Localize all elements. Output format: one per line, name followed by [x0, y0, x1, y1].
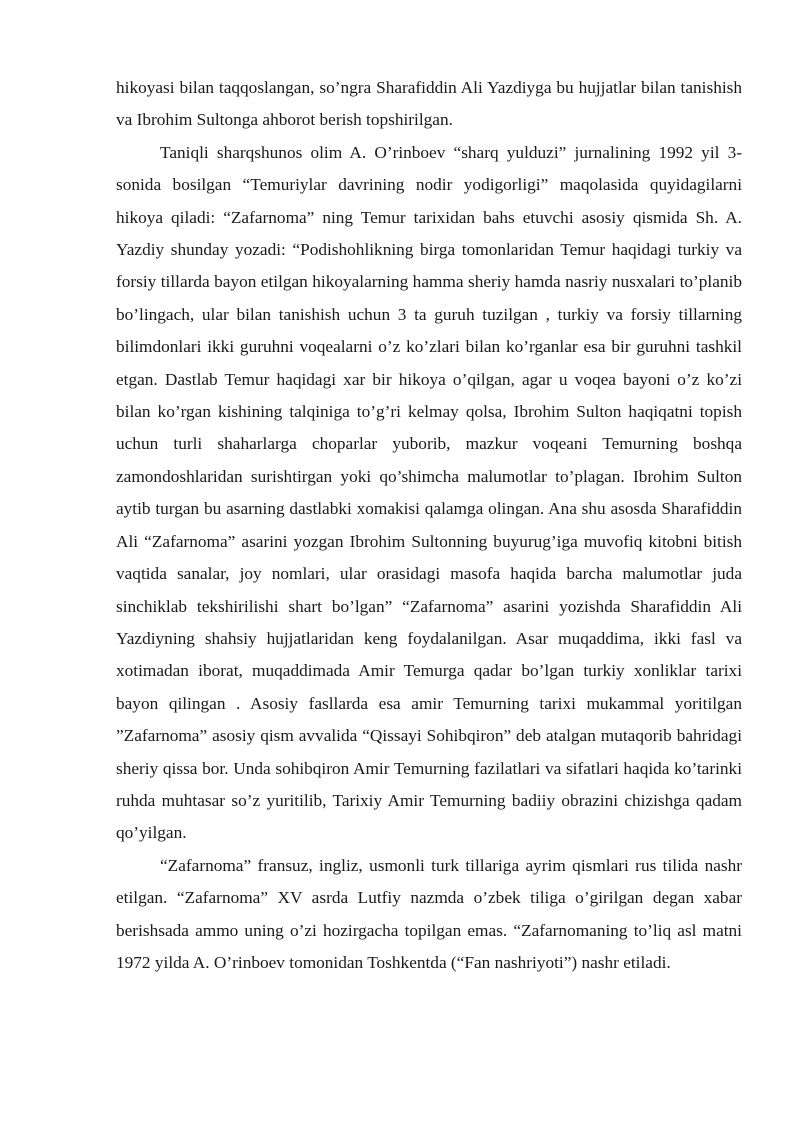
paragraph-continuation: hikoyasi bilan taqqoslangan, so’ngra Sharafiddin Ali Yazdiyga bu hujjatlar bilan tanishish va Ibrohim Sultonga ahborot berish topshirilgan.: [116, 78, 742, 130]
paragraph-translations: “Zafarnoma” fransuz, ingliz, usmonli turk tillariga ayrim qismlari rus tilida nashr etilgan. “Zafarnoma” XV asrda Lutfiy nazmda o’zbek tiliga o’girilgan degan xabar berishsada ammo uning o’zi hozirgacha topilgan emas. “Zafarnomaning to’liq asl matni 1972 yilda A. O’rinboev tomonidan Toshkentda (“Fan nashriyoti”) nashr etiladi.: [116, 855, 742, 972]
paragraph-main: Taniqli sharqshunos olim A. O’rinboev “sharq yulduzi” jurnalining 1992 yil 3-sonida bosilgan “Temuriylar davrining nodir yodigorligi” maqolasida quyidagilarni hikoya qiladi: “Zafarnoma” ning Temur tarixidan bahs etuvchi asosiy qismida Sh. A. Yazdiy shunday yozadi: “Podishohlikning birga tomonlaridan Temur haqidagi turkiy va forsiy tillarda bayon etilgan hikoyalarning hamma sheriy hamda nasriy nusxalari to’planib bo’lingach, ular bilan tanishish uchun 3 ta guruh tuzilgan , turkiy va forsiy tillarning bilimdonlari ikki guruhni voqealarni o’z ko’zlari bilan ko’rganlar esa bir guruhni tashkil etgan. Dastlab Temur haqidagi xar bir hikoya o’qilgan, agar u voqea bayoni o’z ko’zi bilan ko’rgan kishining talqiniga to’g’ri kelmay qolsa, Ibrohim Sulton haqiqatni topish uchun turli shaharlarga choparlar yuborib, mazkur voqeani Temurning boshqa zamondoshlaridan surishtirgan yoki qo’shimcha malumotlar to’plagan. Ibrohim Sulton aytib turgan bu asarning dastlabki xomakisi qalamga olingan. Ana shu asosda Sharafiddin Ali “Zafarnoma” asarini yozgan Ibrohim Sultonning buyurug’iga muvofiq kitobni bitish vaqtida sanalar, joy nomlari, ular orasidagi masofa haqida barcha malumotlar juda sinchiklab tekshirilishi shart bo’lgan” “Zafarnoma” asarini yozishda Sharafiddin Ali Yazdiyning shahsiy hujjatlaridan keng foydalanilgan. Asar muqaddima, ikki fasl va xotimadan iborat, muqaddimada Amir Temurga qadar bo’lgan turkiy xonliklar tarixi bayon qilingan . Asosiy fasllarda esa amir Temurning tarixi mukammal yoritilgan ”Zafarnoma” asosiy qism avvalida “Qissayi Sohibqiron” deb atalgan mutaqorib bahridagi sheriy qissa bor. Unda sohibqiron Amir Temurning fazilatlari va sifatlari haqida ko’tarinki ruhda muhtasar so’z yuritilib, Tarixiy Amir Temurning badiiy obrazini chizishga qadam qo’yilgan.: [116, 142, 742, 843]
body-text: [116, 72, 742, 979]
